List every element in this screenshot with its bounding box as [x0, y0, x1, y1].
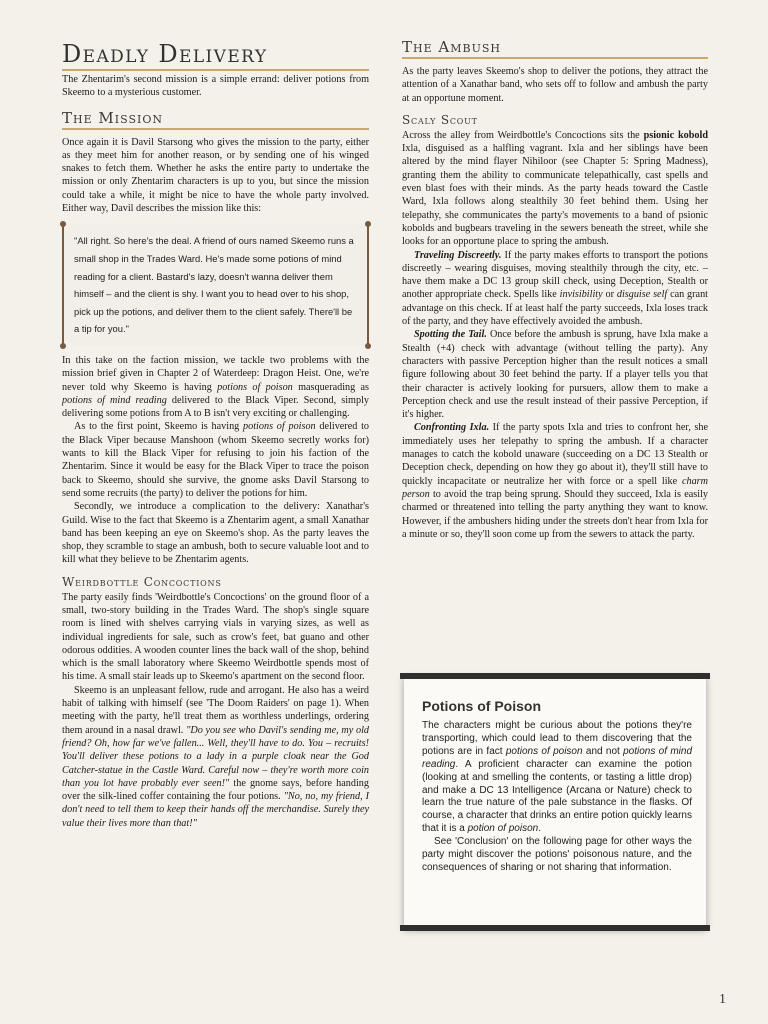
potions-sidebar [404, 676, 706, 928]
ambush-heading: The Ambush [402, 38, 708, 59]
scout-paragraph: Across the alley from Weirdbottle's Concoctions sits the psionic kobold Ixla, disguised as a halfling vagrant. Ixla and her siblings have been altered by the mind flayer Nihiloor (see Chapter 5: Spring Madness), granting them the ability to communicate telepathically, cast spells and even blast foes with their minds. As the party heads toward the Castle Ward, Ixla follows along stealthily 30 feet behind them. Using her telepathy, she communicates the party's movements to a band of psionic kobolds and bugbears traveling in the sewers beneath the street, while she looks for an opportune place to spring the ambush. [402, 129, 708, 248]
first-point-paragraph: As to the first point, Skeemo is having potions of poison delivered to the Black Viper because Manshoon (whom Skeemo secretly works for) wants to kill the Black Viper for refusing to join his faction of the Zhentarim. Since it would be easy for the Black Viper to trace the poison back to Skeemo, should she survive, the gnome asks Davil Starsong to send some recruits (the party) to deliver the potions for him. [62, 421, 370, 499]
traveling-discreetly-paragraph: Traveling Discreetly. If the party makes efforts to transport the potions discreetly – wearing disguises, moving stealthily through the city, etc. – have them make a DC 13 group skill check, using Deception, Stealth or another appropriate check. Spells like invisibility or disguise self can grant advantage on this check. If at least half the party succeeds, Ixla loses track of the party, and they have effectively avoided the ambush. [402, 249, 708, 328]
sidebar-top-bar [400, 673, 710, 679]
quote-corner-ornament [60, 221, 66, 227]
mission-paragraph: Once again it is Davil Starsong who gives the mission to the party, either as they meet him for another reason, or by sending one of his winged snakes to fetch them. Whether he asks the entire party to undertake the mission or only Zhentarim characters is up to you, but since the mission could take a while, it might be nice to have the whole party involved. Either way, Davil describes the mission like this: [62, 136, 369, 215]
quote-corner-ornament [365, 221, 371, 227]
quote-corner-ornament [365, 343, 371, 349]
faction-mission-paragraph: In this take on the faction mission, we tackle two problems with the mission brief given in Chapter 2 of Waterdeep: Dragon Heist. One, we're never told why Skeemo is having potions of poison masquerading as potions of mind reading delivered to the Black Viper. Second, simply delivering some potions from A to B isn't very exciting or challenging. [62, 354, 369, 420]
quote-corner-ornament [60, 343, 66, 349]
scaly-scout-heading: Scaly Scout [402, 112, 478, 127]
complication-paragraph: Secondly, we introduce a complication to the delivery: Xanathar's Guild. Wise to the fact that Skeemo is a Zhentarim agent, a small Xanathar band has been keeping an eye on Skeemo's shop. As the party leaves the shop, they scramble to stage an ambush, both to secure valuable loot and to kill what they believe to be Zhentarim agents. [62, 501, 369, 566]
intro-paragraph: The Zhentarim's second mission is a simple errand: deliver potions from Skeemo to a mysterious customer. [62, 74, 369, 99]
weirdbottle-heading: Weirdbottle Concoctions [62, 574, 222, 589]
left-column [62, 38, 369, 830]
quote-text: "All right. So here's the deal. A friend of ours named Skeemo runs a small shop in the Trades Ward. He's made some potions of mind reading for a client. Bastard's lazy, doesn't wanna deliver them himself – and the client is shy. I want you to head over to his shop, pick up the potions, and deliver them to the client safely. There'll be a tip for you." [74, 235, 354, 335]
mission-heading: The Mission [62, 109, 369, 130]
sidebar-title: Potions of Poison [422, 698, 541, 714]
spotting-tail-paragraph: Spotting the Tail. Once before the ambush is sprung, have Ixla make a Stealth (+4) check with advantage (without telling the party). Any characters with passive Perception higher than the result notices a small figure following about 30 feet behind the party. If a player tells you that their character is actively looking for pursuers, allow them to make a Perception check and use the result instead of their passive Perception, if it's higher. [402, 329, 709, 421]
sidebar-paragraph: The characters might be curious about the potions they're transporting, which could lead to them discovering that the potions are in fact potions of poison and not potions of mind reading. A proficient character can examine the potion (looking at and smelling the contents, or tasting a little drop) and make a DC 13 Intelligence (Arcana or Nature) check to learn the true nature of the pale substance in the flasks. Of course, a character that drinks an entire potion quickly learns that it is a potion of poison. [422, 720, 693, 835]
shop-paragraph: The party easily finds 'Weirdbottle's Concoctions' on the ground floor of a small, two-story building in the Trades Ward. The shop's single square room is lined with shelves carrying vials in varying sizes, as well as individual ingredients for sale, such as crow's feet, bat guano and other odorous oddities. A wooden counter lines the back wall of the shop, behind which is the small laboratory where Skeemo Weirdbottle spends most of his time. A small stair leads up to Skeemo's apartment on the second floor. [62, 591, 369, 683]
davil-quote-box [62, 224, 369, 346]
sidebar-paragraph: See 'Conclusion' on the following page for other ways the party might discover the potions' poisonous nature, and the consequences of sharing or not sharing that information. [422, 836, 692, 873]
page-number: 1 [719, 992, 726, 1007]
ambush-paragraph: As the party leaves Skeemo's shop to deliver the potions, they attract the attention of a Xanathar band, who sets off to follow and ambush the party at an opportune moment. [402, 66, 708, 104]
sidebar-bottom-bar [400, 925, 710, 931]
confronting-ixla-paragraph: Confronting Ixla. If the party spots Ixla and tries to confront her, she immediately uses her telepathy to spring the ambush. If a character manages to catch the kobold unaware (succeeding on a DC 13 Stealth or Deception check, depending on how they go about it), they'll still have to quickly incapacitate or neutralize her with force or a spell like charm person to avoid the trap being sprung. Should they succeed, Ixla is easily charmed or threatened into telling the party anything they want to know. However, if the ambushers hiding under the streets don't hear from Ixla for a minute or so, they'll soon come up from the sewers to attack the party. [402, 422, 708, 540]
right-column [402, 38, 708, 541]
page-title: Deadly Delivery [62, 40, 369, 71]
skeemo-paragraph: Skeemo is an unpleasant fellow, rude and arrogant. He also has a weird habit of talking with himself (see 'The Doom Raiders' on page 1). When meeting with the party, he'll treat them as worthless underlings, ordering them around in a nasal drawl. "Do you see who Davil's sending me, my old friend? Oh, how far we've fallen... Well, they'll have to do. You – recruits! You'll deliver these potions to a lady in a purple cloak near the God Catcher-statue in the Castle Ward. Careful now – they're worth more coin than you lot have probably ever seen!" the gnome says, before handing over the silk-lined coffer containing the four potions. "No, no, my friend, I don't need to tell them to keep their hands off the merchandise. Surely they value their lives more than that!" [62, 684, 369, 829]
